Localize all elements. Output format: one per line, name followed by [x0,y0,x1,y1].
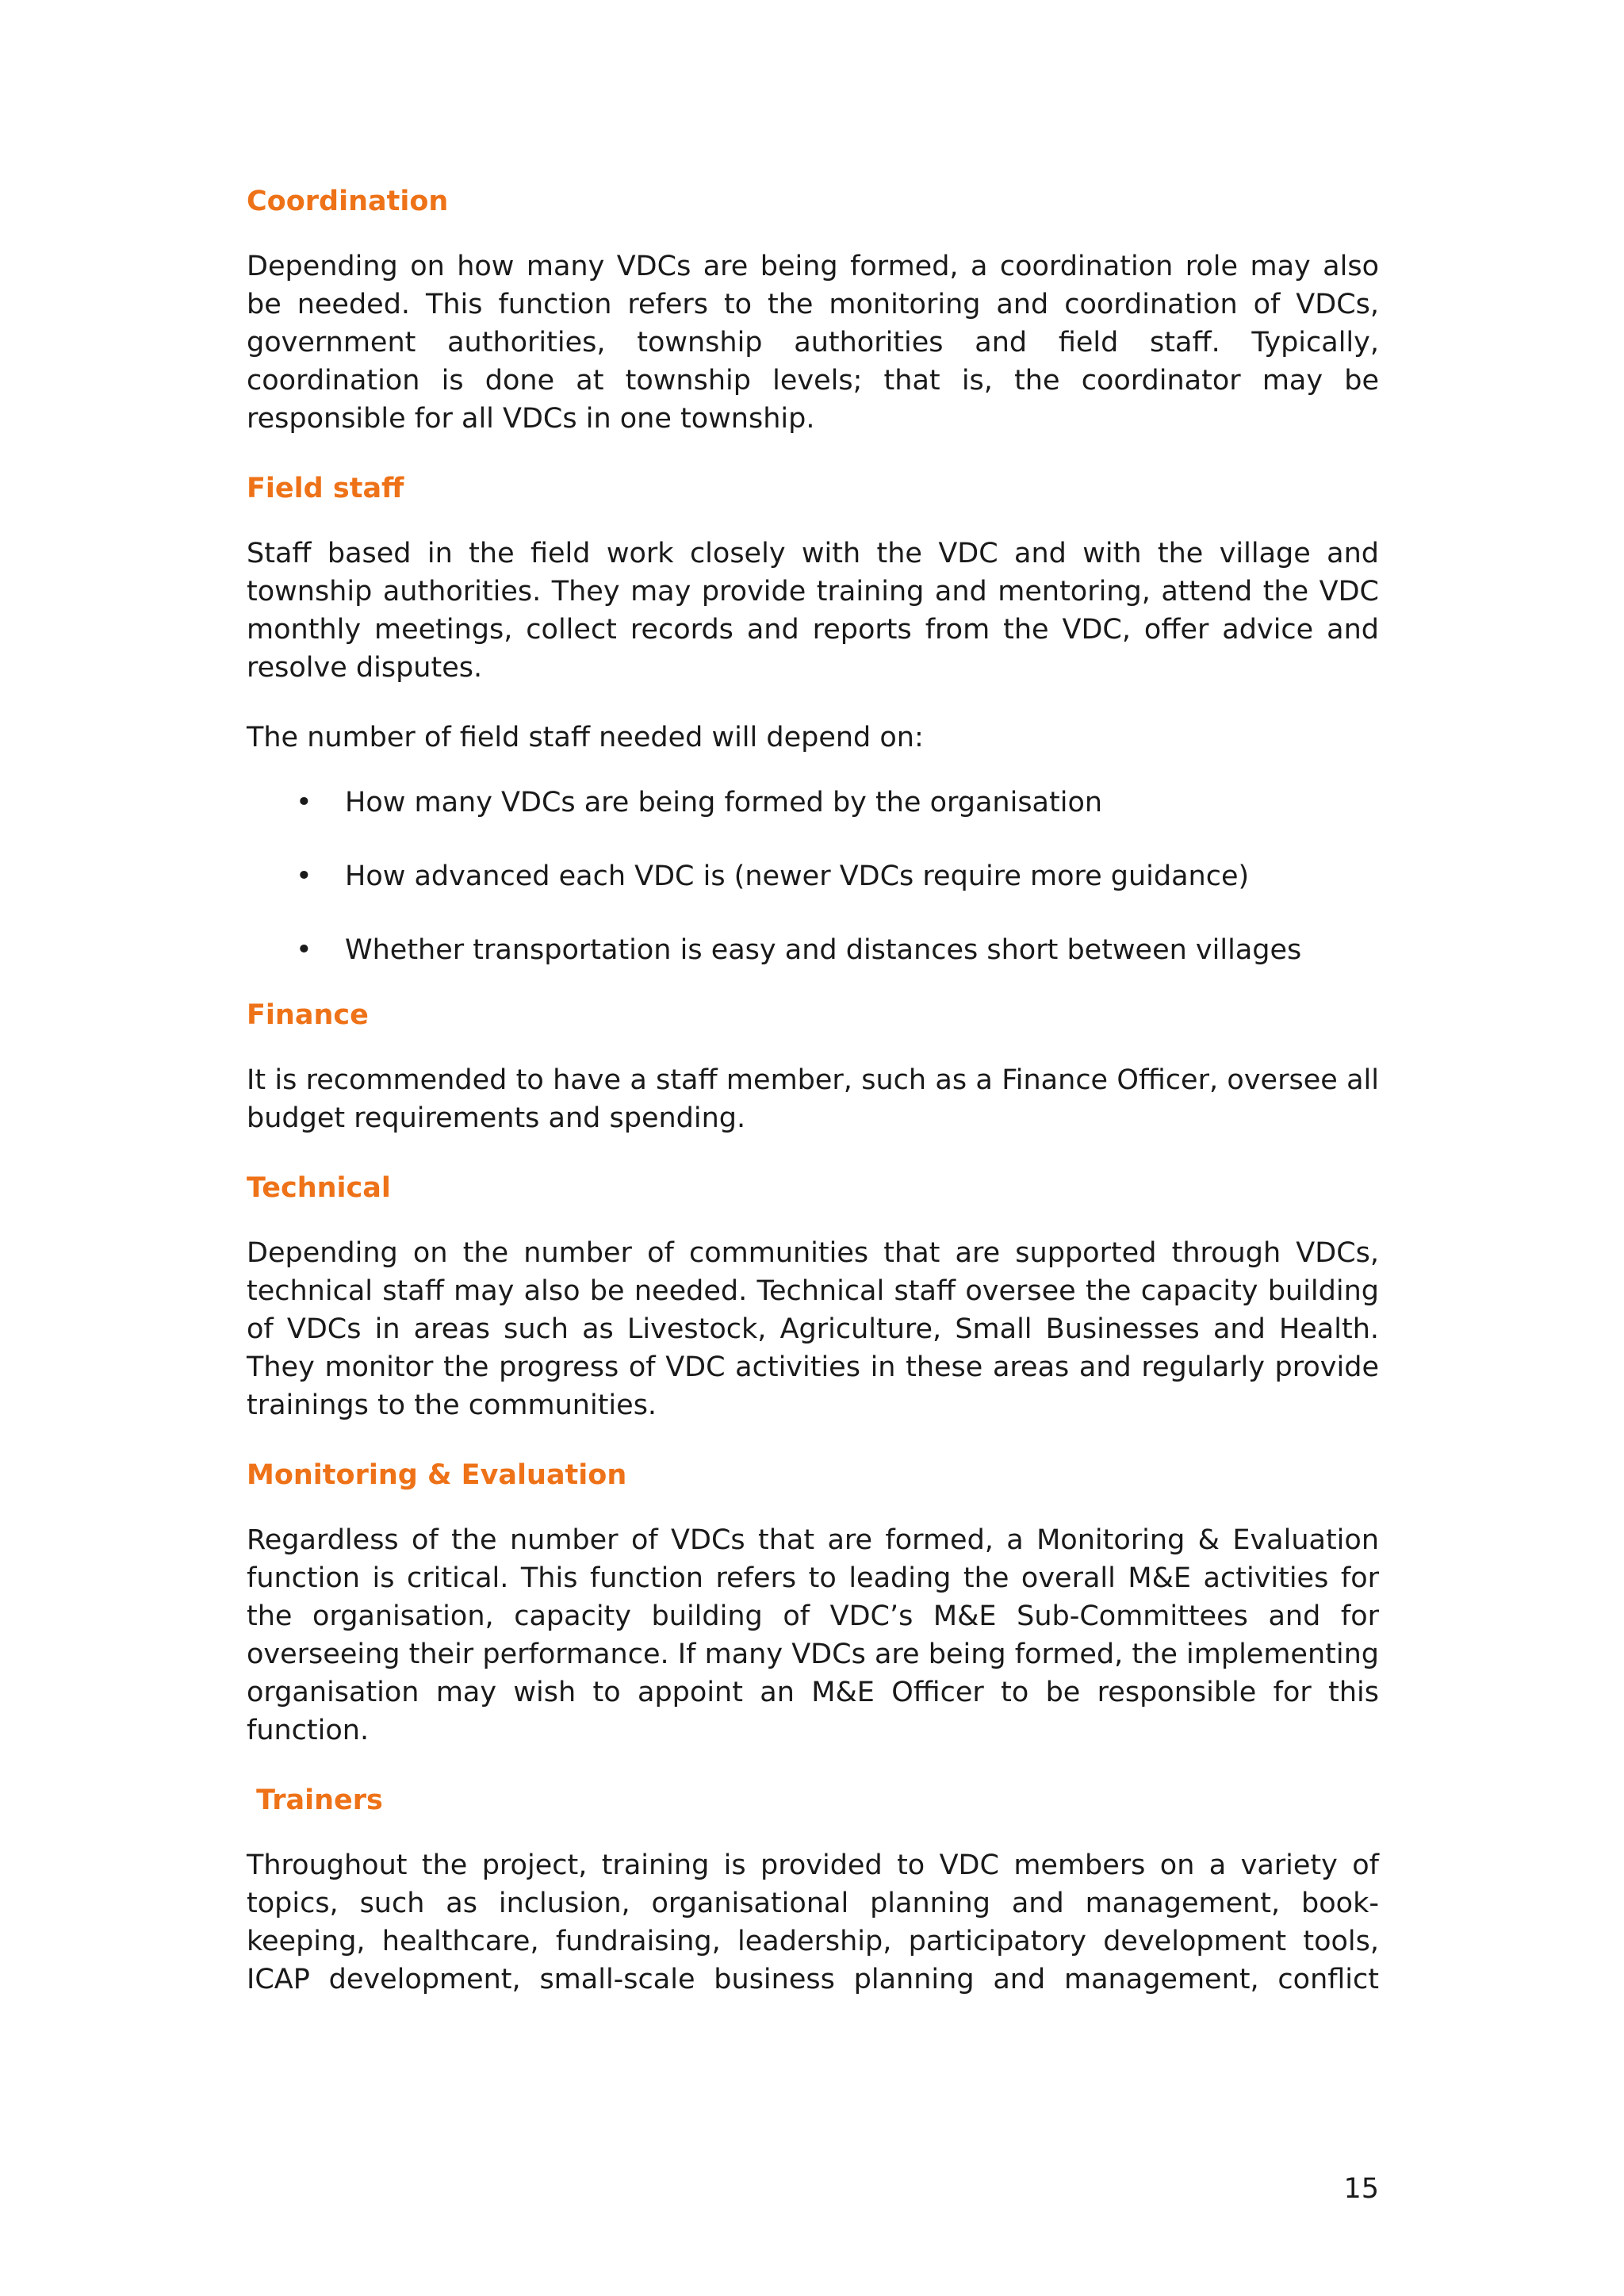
paragraph-monitoring-evaluation: Regardless of the number of VDCs that are formed, a Monitoring & Evaluation function is critical. This function refers to leading the overall M&E activities for the organisation, capacity building of VDC’s M&E Sub-Committees and for overseeing their performance. If many VDCs are being formed, the implementing organisation may wish to appoint an M&E Officer to be responsible for this function. [247,1524,1379,1746]
heading-field-staff: Field staff [247,473,404,504]
paragraph-field-staff-intro: The number of field staff needed will depend on: [247,722,924,753]
paragraph-field-staff: Staff based in the field work closely with the VDC and with the village and township authorities. They may provide training and mentoring, attend the VDC monthly meetings, collect records and reports from the VDC, offer advice and resolve disputes. [247,538,1379,684]
list-item [247,857,1379,895]
heading-technical: Technical [247,1172,391,1204]
heading-trainers: Trainers [247,1784,383,1816]
bullet-icon: • [296,861,312,892]
heading-coordination: Coordination [247,186,449,217]
list-item-text: Whether transportation is easy and distances short between villages [345,934,1302,966]
list-item-text: How many VDCs are being formed by the organisation [345,787,1103,818]
list-item [247,784,1379,822]
paragraph-coordination: Depending on how many VDCs are being formed, a coordination role may also be needed. This function refers to the monitoring and coordination of VDCs, government authorities, township authorities and field staff. Typically, coordination is done at township levels; that is, the coordinator may be responsible for all VDCs in one township. [247,251,1379,435]
bullet-icon: • [296,787,312,818]
page-number: 15 [1343,2173,1379,2205]
paragraph-finance: It is recommended to have a staff member, such as a Finance Officer, oversee all budget requirements and spending. [247,1064,1379,1134]
field-staff-bullet-list [247,784,1379,969]
bullet-icon: • [296,934,312,966]
paragraph-technical: Depending on the number of communities that are supported through VDCs, technical staff may also be needed. Technical staff oversee the capacity building of VDCs in areas such as Livestock, Agriculture, Small Businesses and Health. They monitor the progress of VDC activities in these areas and regularly provide trainings to the communities. [247,1237,1379,1421]
paragraph-trainers: Throughout the project, training is provided to VDC members on a variety of topics, such as inclusion, organisational planning and management, book-keeping, healthcare, fundraising, leadership, participatory development tools, ICAP development, small-scale business planning and management, conflict [247,1849,1379,1995]
heading-monitoring-evaluation: Monitoring & Evaluation [247,1459,627,1491]
heading-finance: Finance [247,999,369,1031]
document-page [247,182,1379,2030]
list-item-text: How advanced each VDC is (newer VDCs require more guidance) [345,861,1250,892]
list-item [247,931,1379,969]
